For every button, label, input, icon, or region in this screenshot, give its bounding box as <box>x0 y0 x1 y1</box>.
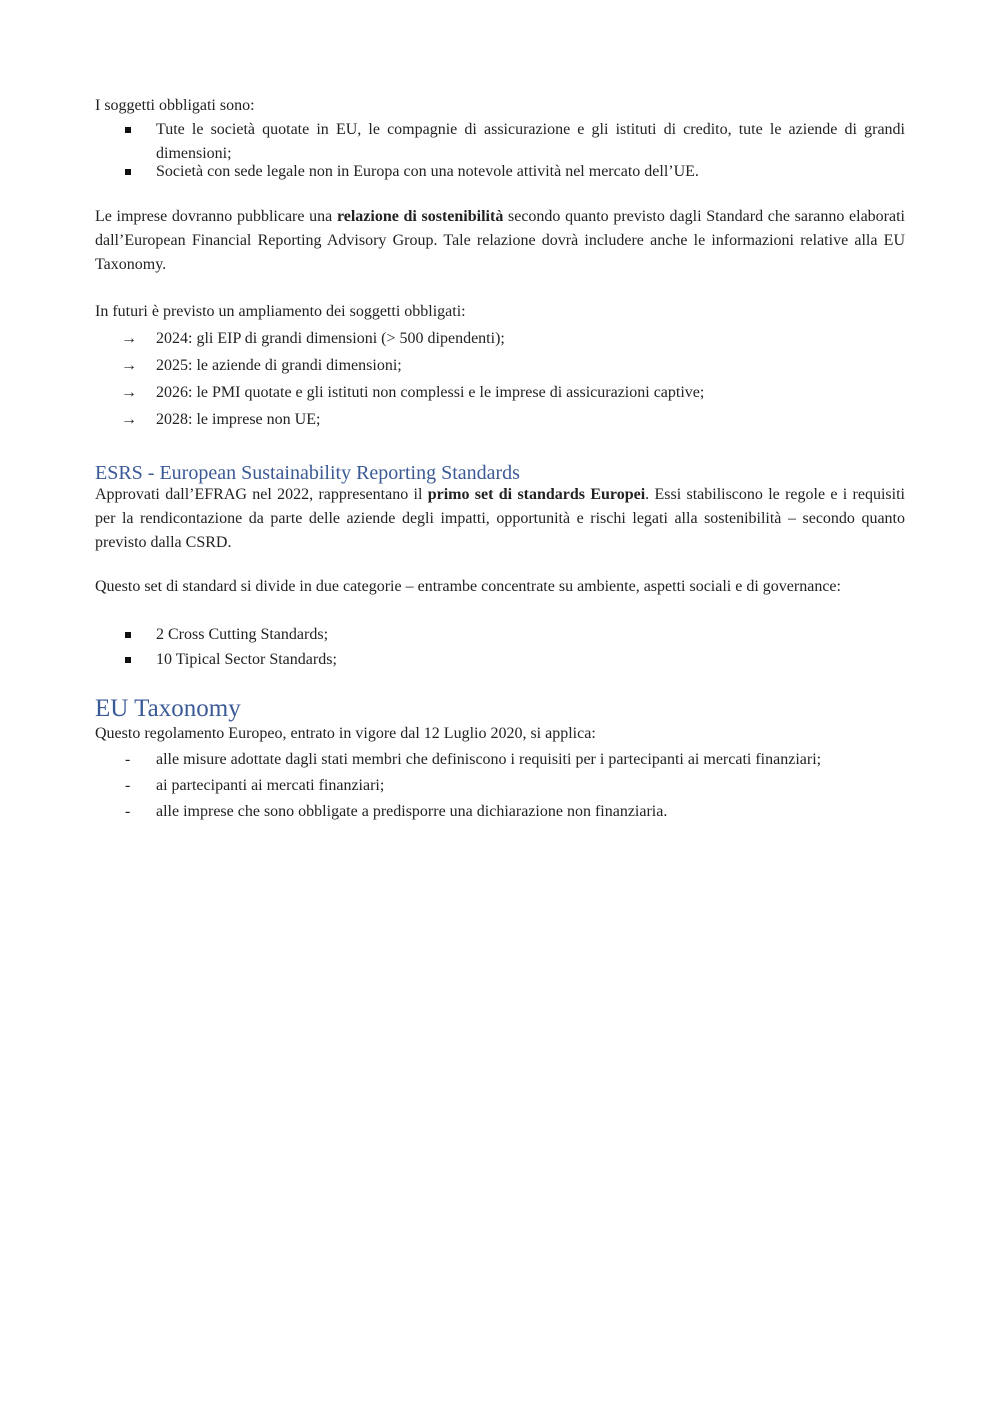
arrow-bullet-icon: → <box>121 330 137 347</box>
list-item: - ai partecipanti ai mercati finanziari; <box>95 774 905 798</box>
dash-bullet-icon: - <box>125 751 131 768</box>
esrs-paragraph: Approvati dall’EFRAG nel 2022, rappresentano il primo set di standards Europei. Essi stabiliscono le regole e i requisiti per la rendicontazione da parte delle aziende degli impatti, opportunità e rischi legati alla sostenibilità – secondo quanto previsto dalla CSRD. <box>95 486 905 551</box>
future-lead: In futuri è previsto un ampliamento dei soggetti obbligati: <box>95 303 466 320</box>
report-paragraph: Le imprese dovranno pubblicare una relazione di sostenibilità secondo quanto previsto dagli Standard che saranno elaborati dall’European Financial Reporting Advisory Group. Tale relazione dovrà includere anche le informazioni relative alla EU Taxonomy. <box>95 208 906 273</box>
esrs-categories-text: Questo set di standard si divide in due categorie – entrambe concentrate su ambiente, aspetti sociali e di governance: <box>95 578 841 595</box>
list-item: - alle imprese che sono obbligate a predisporre una dichiarazione non finanziaria. <box>95 800 905 824</box>
square-bullet-icon <box>125 127 131 133</box>
list-item: → 2026: le PMI quotate e gli istituti non complessi e le imprese di assicurazioni captive; <box>95 381 905 405</box>
square-bullet-icon <box>125 657 131 663</box>
esrs-heading: ESRS - European Sustainability Reporting Standards <box>95 462 520 484</box>
dash-bullet-icon: - <box>125 803 131 820</box>
taxonomy-heading: EU Taxonomy <box>95 695 241 722</box>
arrow-bullet-icon: → <box>121 384 137 401</box>
arrow-bullet-icon: → <box>121 357 137 374</box>
list-item: → 2025: le aziende di grandi dimensioni; <box>95 354 905 378</box>
intro-lead: I soggetti obbligati sono: <box>95 97 255 114</box>
square-bullet-icon <box>125 632 131 638</box>
list-item: Tute le società quotate in EU, le compagnie di assicurazione e gli istituti di credito, tute le aziende di grandi dimensioni; <box>95 118 905 166</box>
list-item: 10 Tipical Sector Standards; <box>95 648 905 672</box>
arrow-bullet-icon: → <box>121 411 137 428</box>
esrs-bold: primo set di standards Europei <box>427 486 646 503</box>
list-item: Società con sede legale non in Europa con una notevole attività nel mercato dell’UE. <box>95 160 905 184</box>
list-item: → 2028: le imprese non UE; <box>95 408 905 432</box>
report-bold: relazione di sostenibilità <box>336 208 504 225</box>
taxonomy-lead: Questo regolamento Europeo, entrato in vigore dal 12 Luglio 2020, si applica: <box>95 725 596 742</box>
list-item: - alle misure adottate dagli stati membri che definiscono i requisiti per i partecipanti ai mercati finanziari; <box>95 748 905 772</box>
square-bullet-icon <box>125 169 131 175</box>
list-item: → 2024: gli EIP di grandi dimensioni (> 500 dipendenti); <box>95 327 905 351</box>
dash-bullet-icon: - <box>125 777 131 794</box>
list-item: 2 Cross Cutting Standards; <box>95 623 905 647</box>
